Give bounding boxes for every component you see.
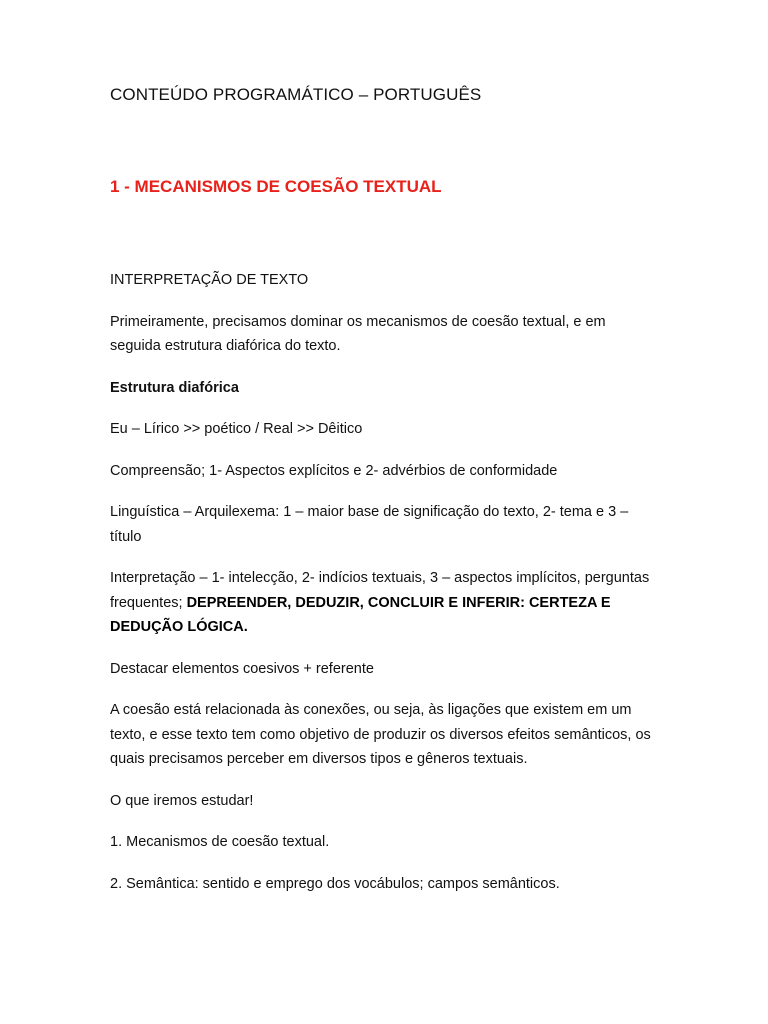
section-heading: 1 - MECANISMOS DE COESÃO TEXTUAL [110, 177, 442, 196]
paragraph-interpretation-emphasis: DEPREENDER, DEDUZIR, CONCLUIR E INFERIR: CERTEZA E DEDUÇÃO LÓGICA. [110, 594, 611, 635]
document-title: CONTEÚDO PROGRAMÁTICO – PORTUGUÊS [110, 85, 482, 104]
list-item-cohesion-mechanisms: 1. Mecanismos de coesão textual. [110, 834, 330, 850]
subheading-diaphoric-structure: Estrutura diafórica [110, 379, 239, 396]
paragraph-comprehension: Compreensão; 1- Aspectos explícitos e 2- advérbios de conformidade [110, 462, 558, 479]
document-body [110, 268, 658, 913]
paragraph-what-we-study: O que iremos estudar! [110, 792, 254, 809]
paragraph-interpretation-heading: INTERPRETAÇÃO DE TEXTO [110, 272, 309, 288]
paragraph-intro: Primeiramente, precisamos dominar os mecanismos de coesão textual, e em seguida estrutura diafórica do texto. [110, 313, 606, 354]
list-item-semantics: 2. Semântica: sentido e emprego dos vocábulos; campos semânticos. [110, 875, 560, 892]
paragraph-interpretation-text: Interpretação – 1- intelecção, 2- indícios textuais, 3 – aspectos implícitos, perguntas frequentes; [110, 570, 650, 611]
paragraph-interpretation [110, 566, 658, 640]
paragraph-lyric-real: Eu – Lírico >> poético / Real >> Dêitico [110, 421, 363, 437]
paragraph-linguistics: Linguística – Arquilexema: 1 – maior base de significação do texto, 2- tema e 3 – título [110, 504, 629, 545]
paragraph-cohesive-elements: Destacar elementos coesivos + referente [110, 660, 374, 677]
paragraph-cohesion-definition: A coesão está relacionada às conexões, ou seja, às ligações que existem em um texto, e esse texto tem como objetivo de produzir os diversos efeitos semânticos, os quais precisamos perceber em diversos tipos e gêneros textuais. [110, 702, 651, 767]
